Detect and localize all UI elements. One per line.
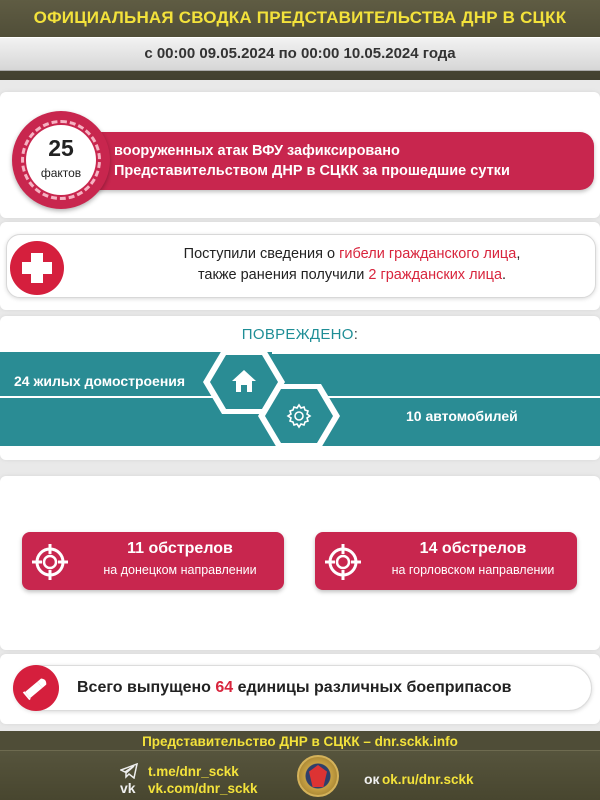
shelling-count-gorlovka: 14 обстрелов xyxy=(419,540,527,557)
attacks-unit: фактов xyxy=(40,166,82,180)
vk-link[interactable]: vk.com/dnr_sckk xyxy=(148,781,258,796)
shelling-direction-donetsk: на донецком направлении xyxy=(103,563,257,577)
emblem-logo xyxy=(297,755,339,797)
ok-link[interactable]: ok.ru/dnr.sckk xyxy=(382,772,474,787)
footer-site[interactable]: Представительство ДНР в СЦКК – dnr.sckk.info xyxy=(142,734,458,749)
shelling-direction-gorlovka: на горловском направлении xyxy=(391,563,555,577)
attacks-line2: Представительством ДНР в СЦКК за прошедшие сутки xyxy=(114,163,510,179)
bullet-icon xyxy=(13,665,59,711)
vk-icon: vk xyxy=(120,780,136,796)
ammo-text: Всего выпущено 64 единицы различных боеприпасов xyxy=(77,679,512,696)
period-text: с 00:00 09.05.2024 по 00:00 10.05.2024 года xyxy=(144,45,456,62)
ammo-card xyxy=(14,665,592,711)
attacks-line1: вооруженных атак ВФУ зафиксировано xyxy=(114,143,400,159)
damaged-houses-text: 24 жилых домостроения xyxy=(14,373,186,389)
ammo-number: 64 xyxy=(215,679,234,696)
odnoklassniki-icon: ок xyxy=(364,771,380,787)
shelling-count-donetsk: 11 обстрелов xyxy=(127,540,233,557)
damaged-title: ПОВРЕЖДЕНО: xyxy=(241,326,359,343)
shelling-card-donetsk xyxy=(22,532,284,590)
telegram-link[interactable]: t.me/dnr_sckk xyxy=(148,764,239,779)
attacks-count: 25 xyxy=(48,135,74,161)
deaths-highlight: гибели гражданского лица xyxy=(339,246,517,262)
casualties-line1: Поступили сведения о гибели гражданского лица, xyxy=(183,246,521,262)
damaged-vehicles-text: 10 автомобилей xyxy=(406,408,518,424)
casualties-line2: также ранения получили 2 гражданских лица. xyxy=(197,267,507,283)
shelling-card-gorlovka xyxy=(315,532,577,590)
crosshair-icon xyxy=(323,542,363,582)
injuries-highlight: 2 гражданских лица xyxy=(368,267,503,283)
crosshair-icon xyxy=(30,542,70,582)
telegram-icon xyxy=(120,763,138,779)
header-title: ОФИЦИАЛЬНАЯ СВОДКА ПРЕДСТАВИТЕЛЬСТВА ДНР В СЦКК xyxy=(33,8,567,27)
footer xyxy=(0,731,600,800)
